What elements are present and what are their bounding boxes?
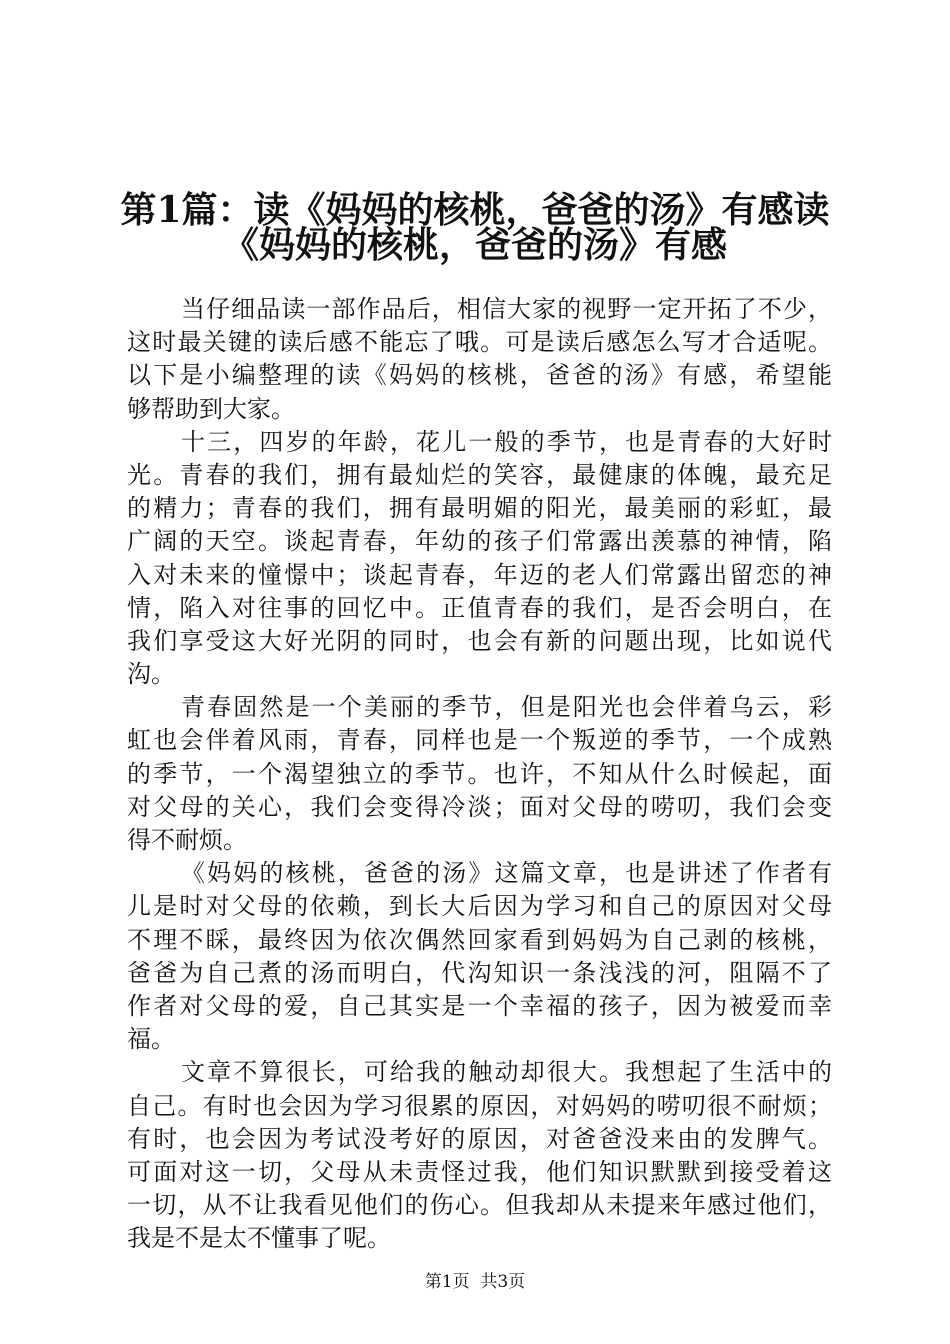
text-line: 《妈妈的核桃，爸爸的汤》这篇文章，也是讲述了作者有 — [181, 859, 832, 888]
text-line: 爸爸为自己煮的汤而明白，代沟知识一条浅浅的河，阻隔不了 — [127, 958, 832, 987]
text-line: 我是不是太不懂事了呢。 — [127, 1224, 391, 1253]
text-line: 沟。 — [127, 660, 175, 689]
paragraph-2 — [127, 426, 832, 692]
text-line: 儿是时对父母的依赖，到长大后因为学习和自己的原因对父母 — [127, 892, 832, 921]
document-title-line-1: 第1篇：读《妈妈的核桃，爸爸的汤》有感读 — [120, 189, 830, 231]
text-line: 当仔细品读一部作品后，相信大家的视野一定开拓了不少， — [181, 295, 832, 323]
paragraph-3 — [127, 691, 832, 857]
text-line: 入对未来的憧憬中；谈起青春，年迈的老人们常露出留恋的神 — [127, 560, 832, 589]
text-line: 得不耐烦。 — [127, 826, 247, 854]
text-line: 作者对父母的爱，自己其实是一个幸福的孩子，因为被爱而幸 — [127, 991, 832, 1020]
text-line: 的季节，一个渴望独立的季节。也许，不知从什么时候起，面 — [127, 759, 832, 788]
text-line: 这时最关键的读后感不能忘了哦。可是读后感怎么写才合适呢。 — [127, 328, 832, 357]
text-line: 十三，四岁的年龄，花儿一般的季节，也是青春的大好时 — [181, 427, 832, 456]
page-indicator: 第1页 共3页 — [424, 1272, 526, 1292]
text-line: 有时，也会因为考试没考好的原因，对爸爸没来由的发脾气。 — [127, 1124, 832, 1153]
text-line: 广阔的天空。谈起青春，年幼的孩子们常露出羡慕的神情，陷 — [127, 527, 832, 556]
text-line: 福。 — [127, 1025, 175, 1054]
text-line: 够帮助到大家。 — [127, 394, 295, 423]
document-title-line-2: 《妈妈的核桃，爸爸的汤》有感 — [222, 224, 727, 266]
document-body — [127, 293, 832, 1255]
paragraph-1 — [127, 293, 832, 426]
text-line: 光。青春的我们，拥有最灿烂的笑容，最健康的体魄，最充足 — [127, 460, 832, 489]
text-line: 以下是小编整理的读《妈妈的核桃，爸爸的汤》有感，希望能 — [127, 361, 832, 390]
text-line: 文章不算很长，可给我的触动却很大。我想起了生活中的 — [181, 1058, 832, 1087]
text-line: 不理不睬，最终因为依次偶然回家看到妈妈为自己剥的核桃， — [127, 925, 832, 954]
paragraph-4 — [127, 857, 832, 1056]
text-line: 情，陷入对往事的回忆中。正值青春的我们，是否会明白，在 — [127, 593, 832, 622]
text-line: 一切，从不让我看见他们的伤心。但我却从未提来年感过他们， — [127, 1191, 832, 1220]
paragraph-5 — [127, 1056, 832, 1255]
text-line: 我们享受这大好光阴的同时，也会有新的问题出现，比如说代 — [127, 626, 832, 655]
text-line: 青春固然是一个美丽的季节，但是阳光也会伴着乌云，彩 — [181, 693, 832, 722]
text-line: 可面对这一切，父母从未责怪过我，他们知识默默到接受着这 — [127, 1157, 832, 1186]
text-line: 对父母的关心，我们会变得冷淡；面对父母的唠叨，我们会变 — [127, 792, 832, 821]
text-line: 虹也会伴着风雨，青春，同样也是一个叛逆的季节，一个成熟 — [127, 726, 832, 755]
text-line: 的精力；青春的我们，拥有最明媚的阳光，最美丽的彩虹，最 — [127, 494, 832, 523]
text-line: 自己。有时也会因为学习很累的原因，对妈妈的唠叨很不耐烦； — [127, 1091, 832, 1120]
